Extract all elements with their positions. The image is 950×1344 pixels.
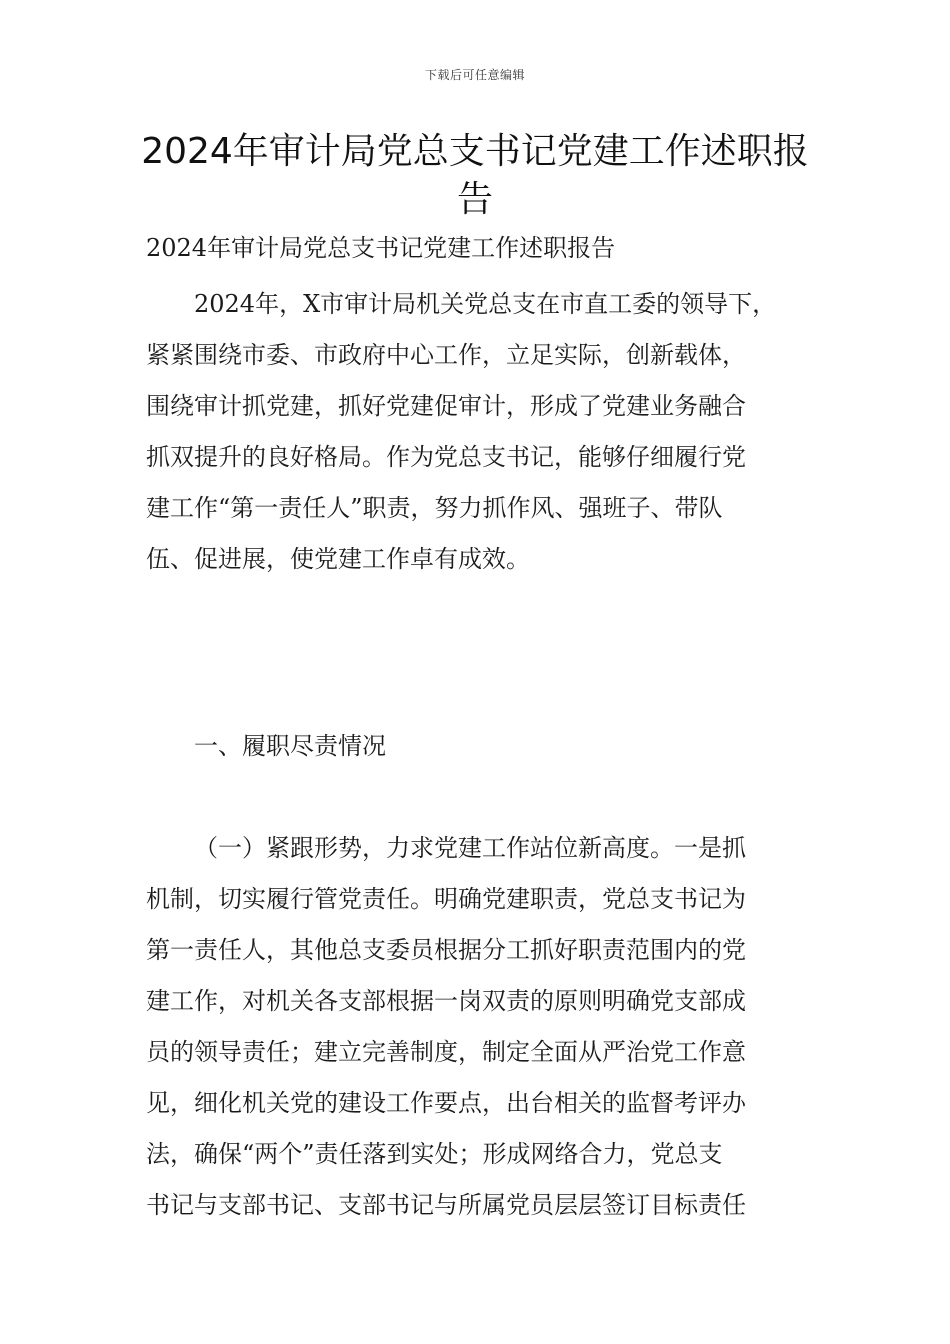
section-paragraph xyxy=(146,823,812,1231)
intro-line: 2024年，X市审计局机关党总支在市直工委的领导下， xyxy=(194,290,777,318)
intro-line: 抓双提升的良好格局。作为党总支书记，能够仔细履行党 xyxy=(146,443,746,471)
intro-line: 围绕审计抓党建，抓好党建促审计，形成了党建业务融合 xyxy=(146,392,746,420)
paragraph-line: 法，确保“两个”责任落到实处；形成网络合力，党总支 xyxy=(146,1140,723,1168)
intro-line: 伍、促进展，使党建工作卓有成效。 xyxy=(146,545,530,573)
paragraph-line: （一）紧跟形势，力求党建工作站位新高度。一是抓 xyxy=(194,834,746,862)
paragraph-line: 第一责任人，其他总支委员根据分工抓好职责范围内的党 xyxy=(146,936,746,964)
paragraph-line: 建工作，对机关各支部根据一岗双责的原则明确党支部成 xyxy=(146,987,746,1015)
document-title: 2024年审计局党总支书记党建工作述职报告 xyxy=(141,131,809,220)
paragraph-line: 书记与支部书记、支部书记与所属党员层层签订目标责任 xyxy=(146,1191,746,1219)
document-subtitle: 2024年审计局党总支书记党建工作述职报告 xyxy=(146,234,616,262)
paragraph-line: 见，细化机关党的建设工作要点，出台相关的监督考评办 xyxy=(146,1089,746,1117)
paragraph-line: 机制，切实履行管党责任。明确党建职责，党总支书记为 xyxy=(146,885,746,913)
paragraph-line: 员的领导责任；建立完善制度，制定全面从严治党工作意 xyxy=(146,1038,746,1066)
intro-paragraph xyxy=(146,279,812,585)
header-note: 下载后可任意编辑 xyxy=(424,68,525,82)
intro-line: 建工作“第一责任人”职责，努力抓作风、强班子、带队 xyxy=(146,494,723,522)
intro-line: 紧紧围绕市委、市政府中心工作，立足实际，创新载体， xyxy=(146,341,746,369)
section-heading: 一、履职尽责情况 xyxy=(194,732,386,760)
